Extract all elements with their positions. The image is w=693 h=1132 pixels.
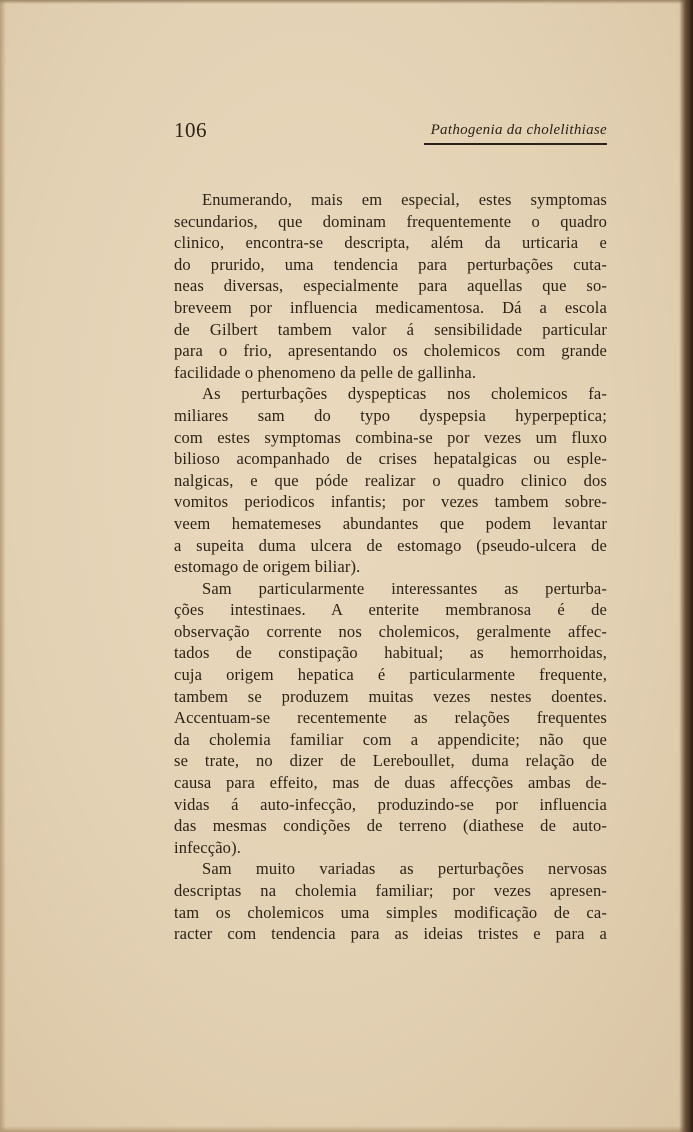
running-title: Pathogenia da cholelithiase xyxy=(430,122,607,138)
text-line: do prurido, uma tendencia para perturbações cuta- xyxy=(174,254,607,274)
text-line: para o frio, apresentando os cholemicos com grande xyxy=(174,341,607,361)
page-bottom-shadow xyxy=(0,1126,693,1132)
text-line: se trate, no dizer de Lereboullet, duma relação de xyxy=(174,751,607,771)
text-line: de Gilbert tambem valor á sensibilidade particular xyxy=(174,319,607,339)
text-line: descriptas na cholemia familiar; por vezes apresen- xyxy=(174,881,607,900)
text-line: cuja origem hepatica é particularmente frequente, xyxy=(174,665,607,685)
text-line: com estes symptomas combina-se por vezes um fluxo xyxy=(174,427,607,447)
text-line: neas diversas, especialmente para aquellas que so- xyxy=(174,276,607,296)
body-text xyxy=(174,189,607,945)
text-line: bilioso acompanhado de crises hepatalgicas ou esple- xyxy=(174,449,607,469)
text-line: secundarios, que dominam frequentemente o quadro xyxy=(174,211,607,231)
text-line: das mesmas condições de terreno (diathese de auto- xyxy=(174,816,607,836)
running-head xyxy=(174,116,607,148)
text-line: miliares sam do typo dyspepsia hyperpeptica; xyxy=(174,405,607,425)
page-right-edge xyxy=(679,0,693,1132)
text-line: veem hematemeses abundantes que podem levantar xyxy=(174,513,607,533)
text-line: tam os cholemicos uma simples modificação de ca- xyxy=(174,902,607,922)
text-line: facilidade o phenomeno da pelle de gallinha. xyxy=(174,362,477,382)
text-line: vidas á auto-infecção, produzindo-se por influencia xyxy=(174,794,607,814)
text-line: clinico, encontra-se descripta, além da urticaria e xyxy=(174,233,607,253)
header-rule xyxy=(424,143,607,145)
text-line: breveem por influencia medicamentosa. Dá a escola xyxy=(174,297,607,317)
text-line: Sam muito variadas as perturbações nervosas xyxy=(202,859,607,879)
page-number: 106 xyxy=(174,118,207,142)
text-line: nalgicas, e que póde realizar o quadro clinico dos xyxy=(174,470,607,490)
text-line: Accentuam-se recentemente as relações frequentes xyxy=(174,708,607,728)
text-line: racter com tendencia para as ideias tristes e para a xyxy=(174,924,607,944)
text-line: estomago de origem biliar). xyxy=(174,557,361,577)
page-left-shadow xyxy=(0,0,6,1132)
text-line: As perturbações dyspepticas nos cholemicos fa- xyxy=(202,384,607,404)
text-line: a supeita duma ulcera de estomago (pseudo-ulcera de xyxy=(174,535,607,555)
text-line: causa para effeito, mas de duas affecções ambas de- xyxy=(174,773,607,793)
text-line: tambem se produzem muitas vezes nestes doentes. xyxy=(174,686,607,706)
text-line: tados de constipação habitual; as hemorrhoidas, xyxy=(174,643,607,663)
page-top-shadow xyxy=(0,0,693,4)
text-line: infecção). xyxy=(174,837,241,857)
text-line: ções intestinaes. A enterite membranosa é de xyxy=(174,600,607,620)
text-line: vomitos periodicos infantis; por vezes tambem sobre- xyxy=(174,492,607,512)
text-line: Enumerando, mais em especial, estes symptomas xyxy=(202,190,607,209)
text-line: da cholemia familiar com a appendicite; não que xyxy=(174,729,607,749)
text-line: observação corrente nos cholemicos, geralmente affec- xyxy=(174,621,607,641)
text-line: Sam particularmente interessantes as perturba- xyxy=(202,578,607,598)
